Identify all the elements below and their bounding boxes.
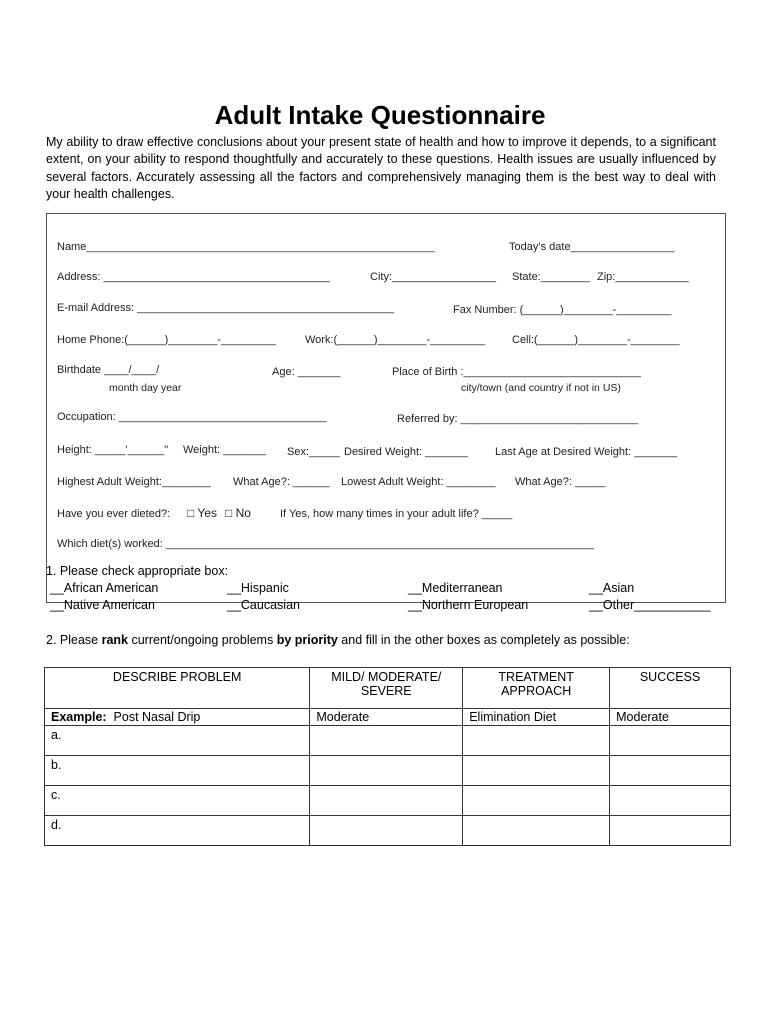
place-of-birth-field[interactable]: Place of Birth :_____________________________ [392, 366, 641, 378]
no-label: No [235, 506, 251, 520]
row-d-success[interactable] [610, 816, 731, 846]
email-field[interactable]: E-mail Address: __________________________________________ [57, 302, 395, 314]
header-severity: MILD/ MODERATE/ SEVERE [310, 668, 463, 709]
birthdate-hint: month day year [109, 382, 182, 394]
table-row [45, 816, 731, 846]
row-d-problem[interactable]: d. [45, 816, 310, 846]
dieted-label: Have you ever dieted?: [57, 508, 171, 520]
option-hispanic[interactable]: __Hispanic [227, 581, 289, 595]
row-b-treatment[interactable] [463, 756, 610, 786]
todays-date-field[interactable]: Today’s date_________________ [509, 241, 675, 253]
occupation-field[interactable]: Occupation: __________________________________ [57, 411, 327, 423]
q2-text-3: and fill in the other boxes as completely as possible: [337, 633, 630, 647]
problems-table [44, 667, 731, 846]
ethnicity-question: 1. Please check appropriate box: [46, 564, 229, 578]
last-age-field[interactable]: Last Age at Desired Weight: _______ [495, 446, 678, 458]
dieted-yes-checkbox[interactable]: □ Yes [187, 506, 217, 520]
birthdate-field[interactable]: Birthdate ____/____/ [57, 364, 160, 376]
option-mediterranean[interactable]: __Mediterranean [408, 581, 503, 595]
table-row [45, 786, 731, 816]
cell-phone-field[interactable]: Cell:(______)________-________ [512, 334, 680, 346]
yes-label: Yes [197, 506, 217, 520]
address-field[interactable]: Address: _____________________________________ [57, 271, 330, 283]
sex-field[interactable]: Sex:_____ [287, 446, 340, 458]
table-row [45, 756, 731, 786]
row-a-success[interactable] [610, 726, 731, 756]
example-treatment: Elimination Diet [463, 709, 610, 726]
age-field[interactable]: Age: _______ [272, 366, 341, 378]
row-a-treatment[interactable] [463, 726, 610, 756]
table-header-row [45, 668, 731, 709]
row-c-treatment[interactable] [463, 786, 610, 816]
diets-worked-field[interactable]: Which diet(s) worked: ______________________________________________________________________ [57, 538, 595, 550]
q2-priority-bold: by priority [276, 633, 338, 647]
table-row [45, 726, 731, 756]
row-b-problem[interactable]: b. [45, 756, 310, 786]
option-caucasian[interactable]: __Caucasian [227, 598, 300, 612]
work-phone-field[interactable]: Work:(______)________-_________ [305, 334, 486, 346]
diet-times-field[interactable]: If Yes, how many times in your adult life? _____ [280, 508, 513, 520]
option-other[interactable]: __Other___________ [589, 598, 711, 612]
option-african-american[interactable]: __African American [50, 581, 159, 595]
desired-weight-field[interactable]: Desired Weight: _______ [344, 446, 468, 458]
row-c-success[interactable] [610, 786, 731, 816]
weight-field[interactable]: Weight: _______ [183, 444, 266, 456]
row-c-problem[interactable]: c. [45, 786, 310, 816]
fax-field[interactable]: Fax Number: (______)________-_________ [453, 304, 672, 316]
example-problem-cell [45, 709, 310, 726]
row-a-severity[interactable] [310, 726, 463, 756]
highest-weight-age-field[interactable]: What Age?: ______ [233, 476, 330, 488]
header-describe-problem: DESCRIBE PROBLEM [45, 668, 310, 709]
q2-text-2: current/ongoing problems [128, 633, 277, 647]
option-asian[interactable]: __Asian [589, 581, 635, 595]
row-d-treatment[interactable] [463, 816, 610, 846]
header-success: SUCCESS [610, 668, 731, 709]
row-c-severity[interactable] [310, 786, 463, 816]
dieted-no-checkbox[interactable]: □ No [225, 506, 251, 520]
lowest-weight-age-field[interactable]: What Age?: _____ [515, 476, 606, 488]
q2-rank-bold: rank [101, 633, 128, 647]
page-title: Adult Intake Questionnaire [214, 100, 546, 130]
state-field[interactable]: State:________ [512, 271, 590, 283]
home-phone-field[interactable]: Home Phone:(______)________-_________ [57, 334, 276, 346]
zip-field[interactable]: Zip:____________ [597, 271, 689, 283]
example-severity: Moderate [310, 709, 463, 726]
height-field[interactable]: Height: _____'______" [57, 444, 169, 456]
option-northern-european[interactable]: __Northern European [408, 598, 529, 612]
city-field[interactable]: City:_________________ [370, 271, 497, 283]
referred-by-field[interactable]: Referred by: _____________________________ [397, 413, 638, 425]
option-native-american[interactable]: __Native American [50, 598, 155, 612]
problems-question [46, 633, 630, 647]
example-problem: Post Nasal Drip [113, 710, 201, 724]
example-row [45, 709, 731, 726]
q2-text-1: 2. Please [46, 633, 102, 647]
row-a-problem[interactable]: a. [45, 726, 310, 756]
row-d-severity[interactable] [310, 816, 463, 846]
personal-info-form [46, 213, 726, 603]
name-field[interactable]: Name_________________________________________________________ [57, 241, 436, 253]
row-b-severity[interactable] [310, 756, 463, 786]
header-treatment-approach: TREATMENT APPROACH [463, 668, 610, 709]
example-label: Example: [51, 710, 107, 724]
row-b-success[interactable] [610, 756, 731, 786]
lowest-weight-field[interactable]: Lowest Adult Weight: ________ [341, 476, 496, 488]
highest-weight-field[interactable]: Highest Adult Weight:________ [57, 476, 211, 488]
intro-paragraph: My ability to draw effective conclusions about your present state of health and how to improve it depends, to a significant extent, on your ability to respond thoughtfully and accurately to these questions. Health issues are usually influenced by several factors. Accurately assessing all the factors and comprehensively managing them is the best way to deal with your health challenges. [46, 135, 716, 201]
example-success: Moderate [610, 709, 731, 726]
place-of-birth-hint: city/town (and country if not in US) [461, 382, 621, 394]
